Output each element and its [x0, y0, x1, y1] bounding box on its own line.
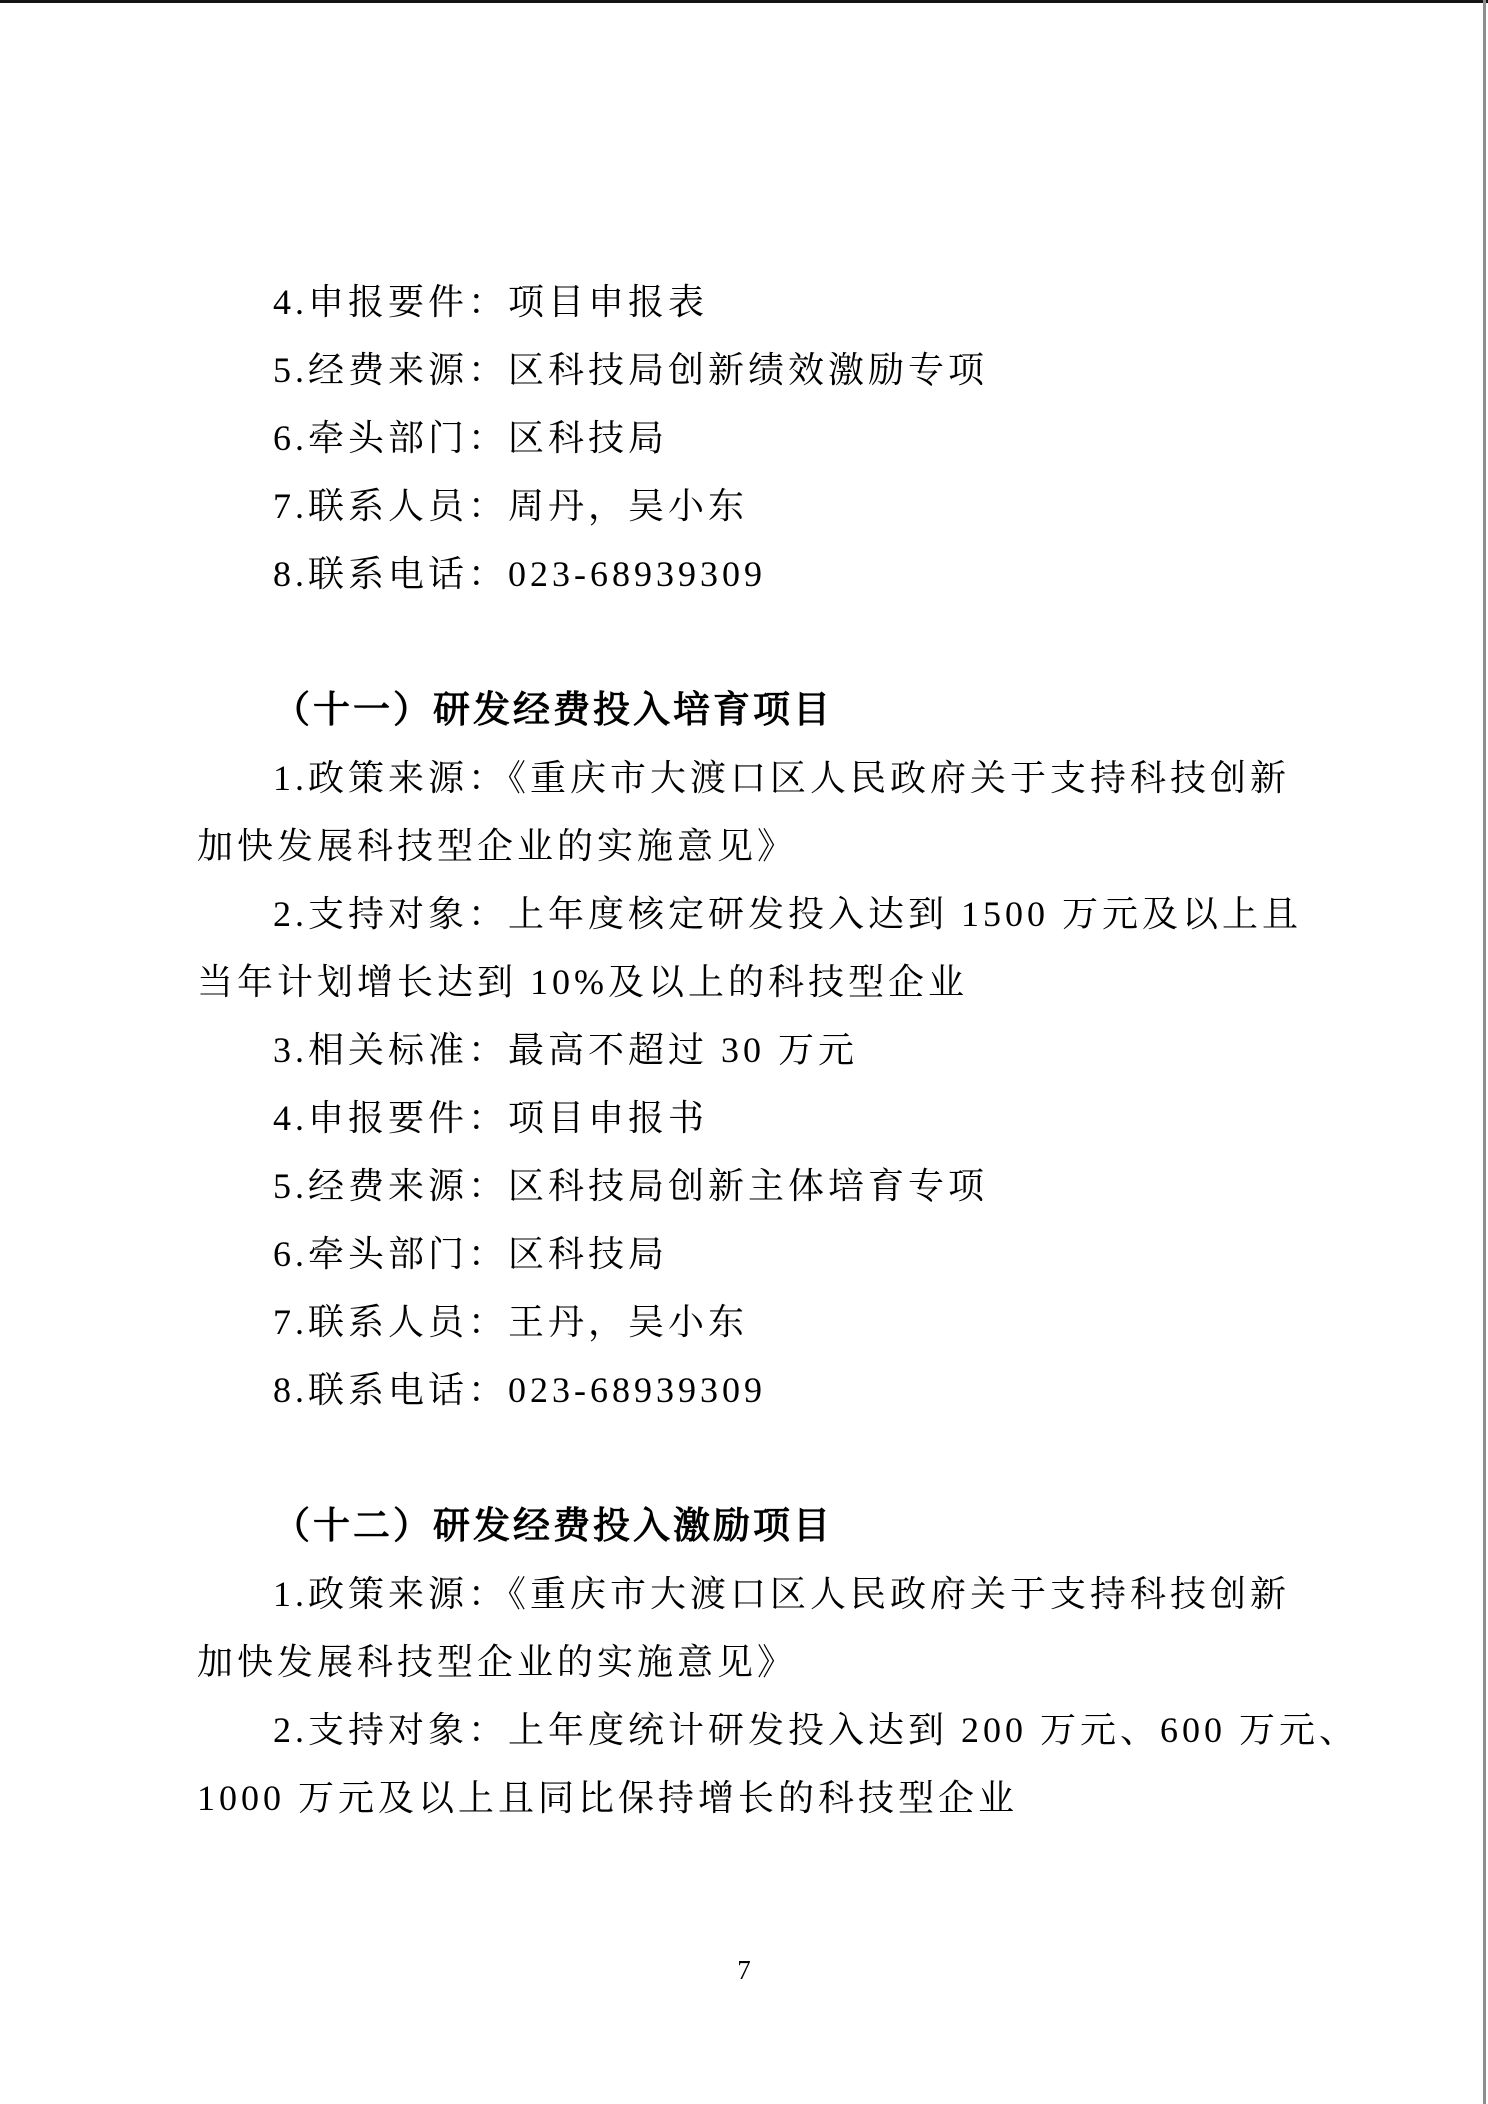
- blank-line: [197, 608, 1297, 676]
- document-body: [197, 268, 1360, 1832]
- doc-line: 4.申报要件：项目申报表: [273, 282, 709, 322]
- doc-line-continuation: 当年计划增长达到 10%及以上的科技型企业: [197, 962, 968, 1002]
- doc-line: 5.经费来源：区科技局创新绩效激励专项: [273, 350, 989, 390]
- section-heading: （十一）研发经费投入培育项目: [273, 689, 833, 730]
- doc-line: 6.牵头部门：区科技局: [273, 1234, 669, 1274]
- doc-line: 6.牵头部门：区科技局: [273, 418, 669, 458]
- doc-line: 8.联系电话：023-68939309: [273, 554, 766, 594]
- blank-line: [197, 1424, 1297, 1492]
- doc-line: 7.联系人员：周丹，吴小东: [273, 486, 749, 526]
- doc-line: 2.支持对象：上年度统计研发投入达到 200 万元、600 万元、: [273, 1710, 1360, 1750]
- doc-line: 3.相关标准：最高不超过 30 万元: [273, 1030, 859, 1070]
- doc-line: 4.申报要件：项目申报书: [273, 1098, 709, 1138]
- page-number: 7: [737, 1955, 751, 1985]
- page-right-edge-line: [1483, 0, 1486, 2104]
- doc-line: 2.支持对象：上年度核定研发投入达到 1500 万元及以上且: [273, 894, 1303, 934]
- doc-line-continuation: 加快发展科技型企业的实施意见》: [197, 826, 798, 866]
- doc-line: 1.政策来源：《重庆市大渡口区人民政府关于支持科技创新: [273, 1574, 1291, 1614]
- page-top-edge-line: [0, 0, 1488, 3]
- doc-line: 5.经费来源：区科技局创新主体培育专项: [273, 1166, 989, 1206]
- section-heading: （十二）研发经费投入激励项目: [273, 1505, 833, 1546]
- doc-line: 7.联系人员：王丹，吴小东: [273, 1302, 749, 1342]
- doc-line: 8.联系电话：023-68939309: [273, 1370, 766, 1410]
- doc-line: 1.政策来源：《重庆市大渡口区人民政府关于支持科技创新: [273, 758, 1291, 798]
- doc-line-continuation: 加快发展科技型企业的实施意见》: [197, 1642, 798, 1682]
- doc-line-continuation: 1000 万元及以上且同比保持增长的科技型企业: [197, 1778, 1019, 1818]
